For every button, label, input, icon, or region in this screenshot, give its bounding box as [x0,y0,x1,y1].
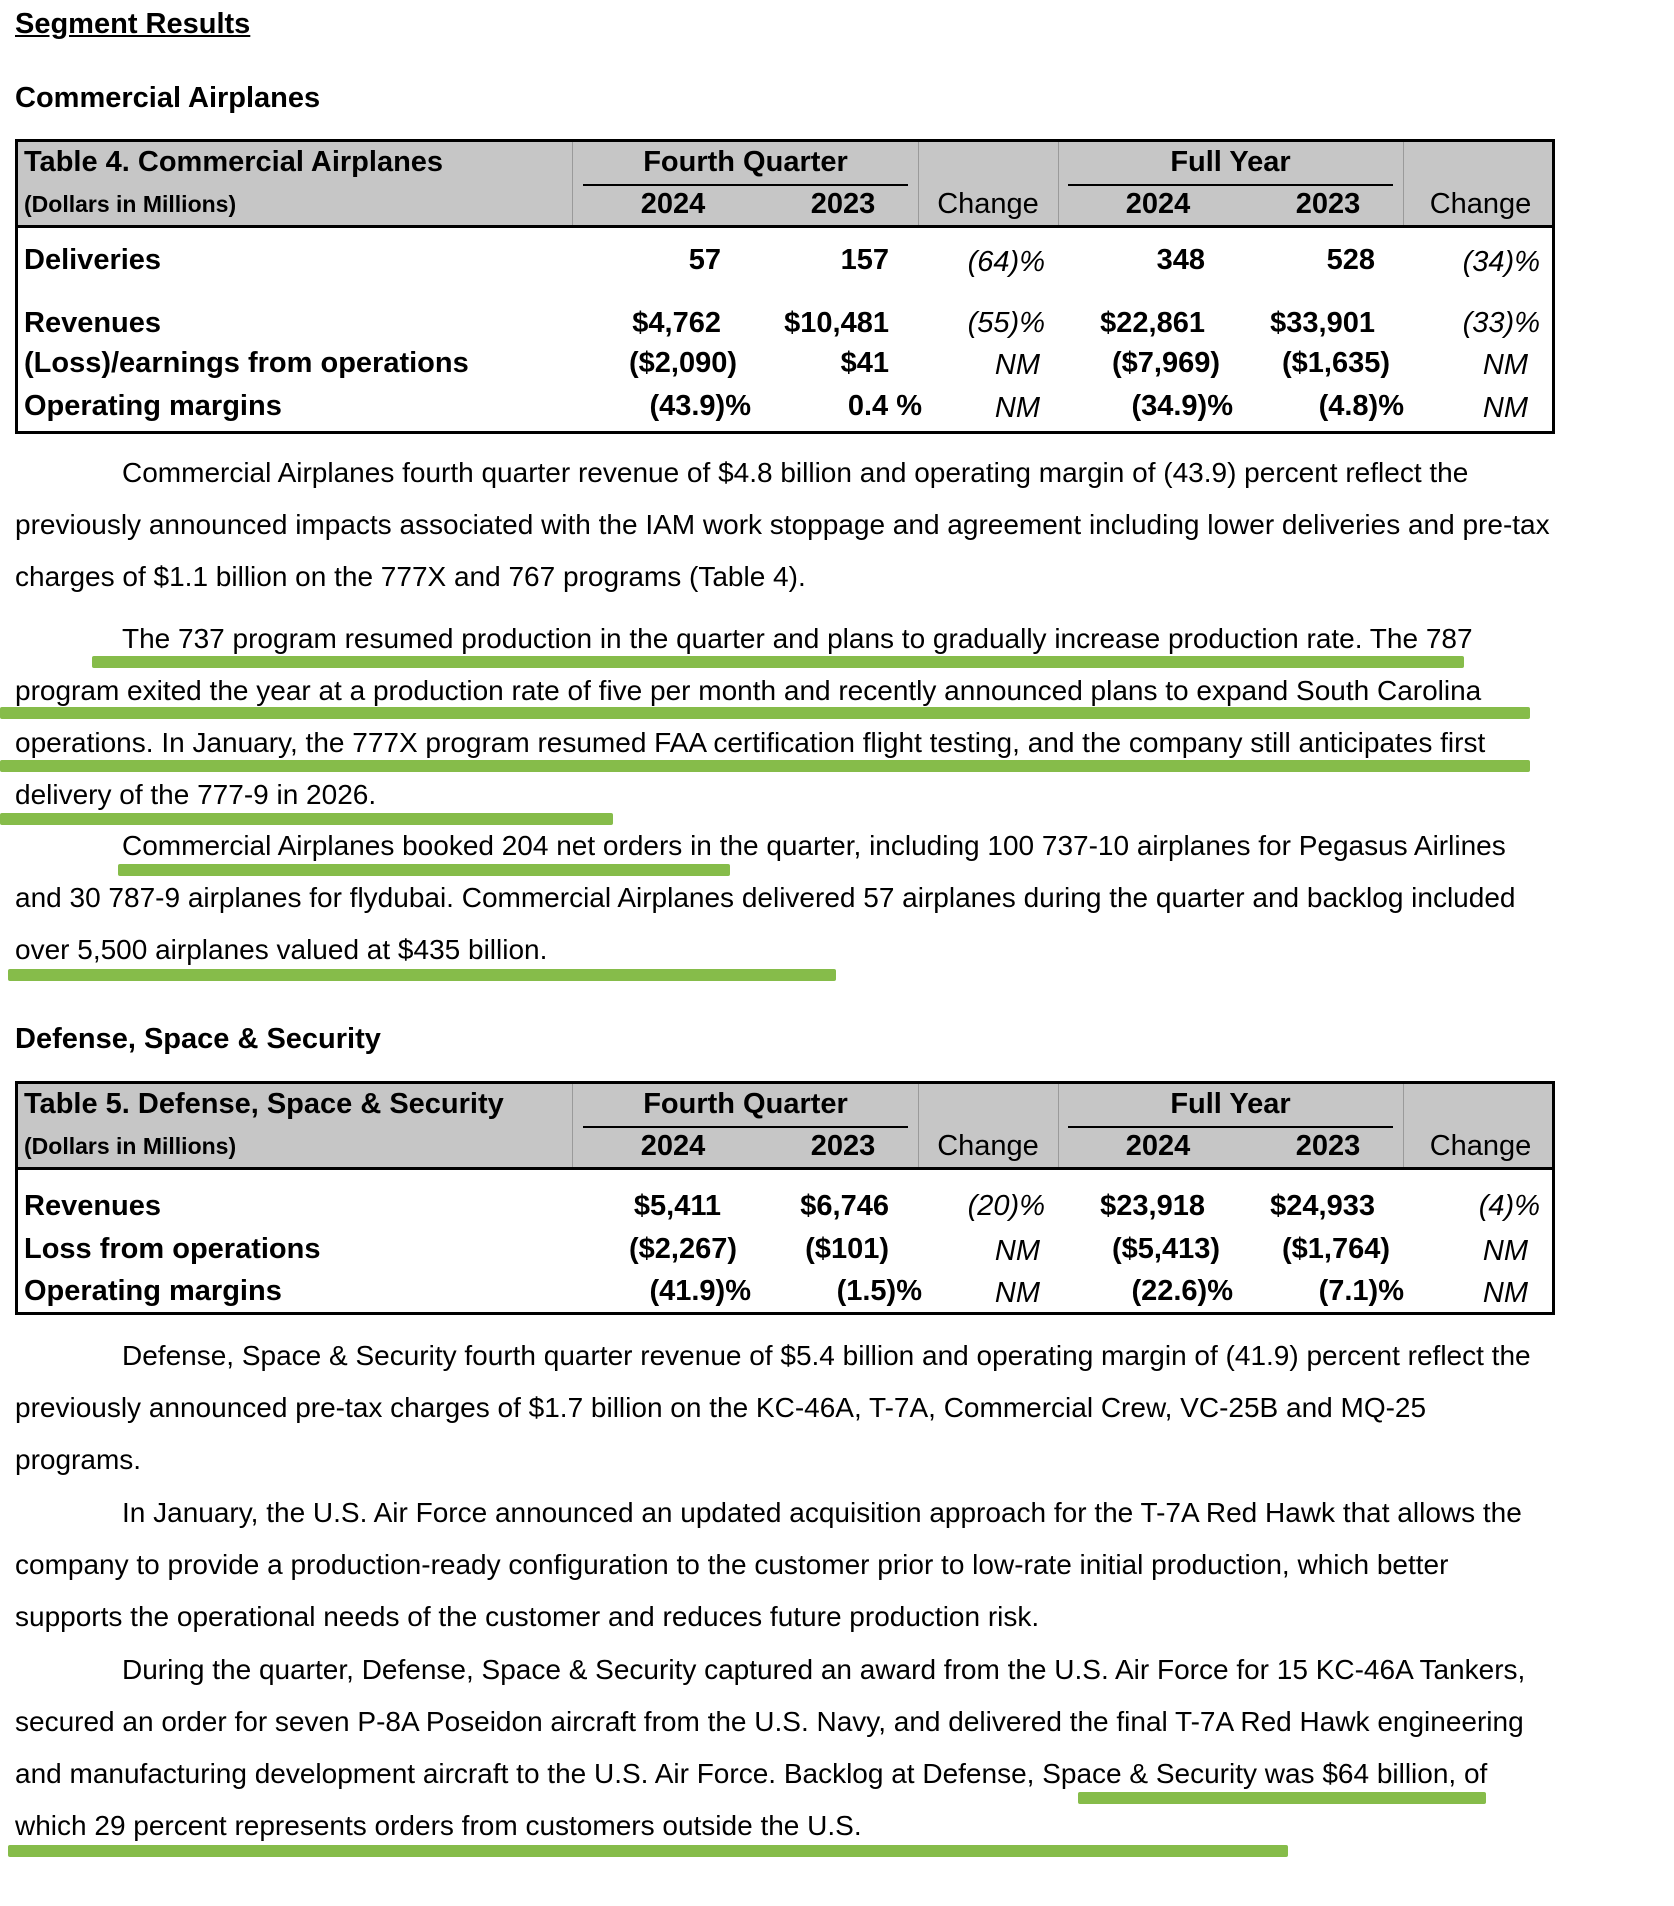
table-cell: $10,481 [784,307,889,339]
col-y-change: Change [1429,188,1532,220]
table-cell: 348 [1156,244,1205,276]
highlight-mark [8,969,836,981]
col-q-2024: 2024 [640,1130,706,1162]
table-cell: NM [994,392,1040,424]
table-cell: (64)% [967,246,1045,278]
highlight-mark [1078,1792,1486,1804]
col-y-2023: 2023 [1295,1130,1361,1162]
col-q-2023: 2023 [810,1130,876,1162]
col-y-2023: 2023 [1295,188,1361,220]
col-q-change: Change [937,1130,1039,1162]
table-cell: $4,762 [632,307,721,339]
group-fourth-quarter: Fourth Quarter [643,1088,848,1120]
col-y-2024: 2024 [1125,188,1191,220]
table-title: Table 5. Defense, Space & Security [24,1088,504,1120]
table-cell: ($2,267) [628,1233,737,1265]
table-cell: NM [994,1235,1040,1267]
commercial-paragraph-3: Commercial Airplanes booked 204 net orders in the quarter, including 100 737-10 airplanes for Pegasus Airlines and 30 787-9 airplanes for flydubai. Commercial Airplanes delivered 57 airplanes during the quarter and backlog included over 5,500 airplanes valued at $435 billion. [15,830,1516,965]
table-header [18,1084,1552,1170]
commercial-table [15,139,1555,434]
table-cell: ($2,090) [628,347,737,379]
row-label: Revenues [24,1190,162,1222]
table-cell: ($7,969) [1111,347,1220,379]
table-cell: (55)% [967,307,1045,339]
table-cell: NM [994,1277,1040,1309]
table-cell: 0.4 % [847,390,922,422]
commercial-paragraph-2: The 737 program resumed production in the quarter and plans to gradually increase production rate. The 787 program exited the year at a production rate of five per month and recently announced plans to expand South Carolina operations. In January, the 777X program resumed FAA certification flight testing, and the company still anticipates first delivery of the 777-9 in 2026. [15,623,1486,810]
table-units: (Dollars in Millions) [24,191,237,217]
row-label: (Loss)/earnings from operations [24,347,469,379]
row-label: Deliveries [24,244,162,276]
row-label: Operating margins [24,1275,282,1307]
col-q-2024: 2024 [640,188,706,220]
table-header [18,142,1552,228]
defense-paragraph-3: During the quarter, Defense, Space & Security captured an award from the U.S. Air Force for 15 KC-46A Tankers, secured an order for seven P-8A Poseidon aircraft from the U.S. Navy, and delivered the final T-7A Red Hawk engineering and manufacturing development aircraft to the U.S. Air Force. Backlog at Defense, Space & Security was $64 billion, of which 29 percent represents orders from customers outside the U.S. [15,1654,1526,1841]
table-cell: ($1,764) [1281,1233,1390,1265]
highlight-mark [0,707,1530,719]
table-cell: 528 [1326,244,1375,276]
col-y-2024: 2024 [1125,1130,1191,1162]
highlight-mark [92,656,1464,668]
table-cell: ($101) [805,1233,889,1265]
table-cell: NM [994,349,1040,381]
highlight-mark [8,1845,1288,1857]
table-cell: NM [1482,392,1528,424]
table-cell: $22,861 [1100,307,1205,339]
table-cell: 157 [840,244,889,276]
defense-heading: Defense, Space & Security [15,1023,381,1055]
table-cell: ($1,635) [1281,347,1390,379]
table-cell: (4)% [1478,1190,1540,1222]
table-cell: (20)% [967,1190,1045,1222]
highlight-mark [118,864,730,876]
table-cell: $5,411 [633,1190,721,1222]
table-cell: $33,901 [1270,307,1375,339]
table-cell: (22.6)% [1131,1275,1233,1307]
table-cell: (41.9)% [649,1275,751,1307]
table-cell: (33)% [1462,307,1540,339]
defense-table [15,1081,1555,1315]
table-cell: (43.9)% [649,390,751,422]
table-cell: (7.1)% [1318,1275,1404,1307]
highlight-mark [0,760,1530,772]
col-y-change: Change [1429,1130,1532,1162]
table-cell: ($5,413) [1111,1233,1220,1265]
section-title: Segment Results [15,8,251,40]
row-label: Revenues [24,307,162,339]
table-cell: 57 [688,244,721,276]
table-cell: $23,918 [1100,1190,1205,1222]
defense-paragraph-1: Defense, Space & Security fourth quarter revenue of $5.4 billion and operating margin of (41.9) percent reflect the previously announced pre-tax charges of $1.7 billion on the KC-46A, T-7A, Commercial Crew, VC-25B and MQ-25 programs. [15,1340,1531,1475]
group-full-year: Full Year [1170,1088,1291,1120]
table-cell: $41 [840,347,889,379]
table-cell: $6,746 [800,1190,889,1222]
table-cell: $24,933 [1270,1190,1375,1222]
row-label: Loss from operations [24,1233,321,1265]
commercial-paragraph-1: Commercial Airplanes fourth quarter revenue of $4.8 billion and operating margin of (43.9) percent reflect the previously announced impacts associated with the IAM work stoppage and agreement including lower deliveries and pre-tax charges of $1.1 billion on the 777X and 767 programs (Table 4). [15,457,1550,592]
table-title: Table 4. Commercial Airplanes [24,146,444,178]
table-cell: NM [1482,1235,1528,1267]
table-cell: (1.5)% [836,1275,922,1307]
table-cell: (4.8)% [1318,390,1404,422]
commercial-heading: Commercial Airplanes [15,82,321,114]
col-q-change: Change [937,188,1039,220]
table-cell: NM [1482,349,1528,381]
table-cell: NM [1482,1277,1528,1309]
table-units: (Dollars in Millions) [24,1133,237,1159]
col-q-2023: 2023 [810,188,876,220]
table-cell: (34)% [1462,246,1540,278]
table-cell: (34.9)% [1131,390,1233,422]
highlight-mark [0,813,613,825]
group-fourth-quarter: Fourth Quarter [643,146,848,178]
defense-paragraph-2: In January, the U.S. Air Force announced an updated acquisition approach for the T-7A Red Hawk that allows the company to provide a production-ready configuration to the customer prior to low-rate initial production, which better supports the operational needs of the customer and reduces future production risk. [15,1497,1522,1632]
row-label: Operating margins [24,390,282,422]
group-full-year: Full Year [1170,146,1291,178]
